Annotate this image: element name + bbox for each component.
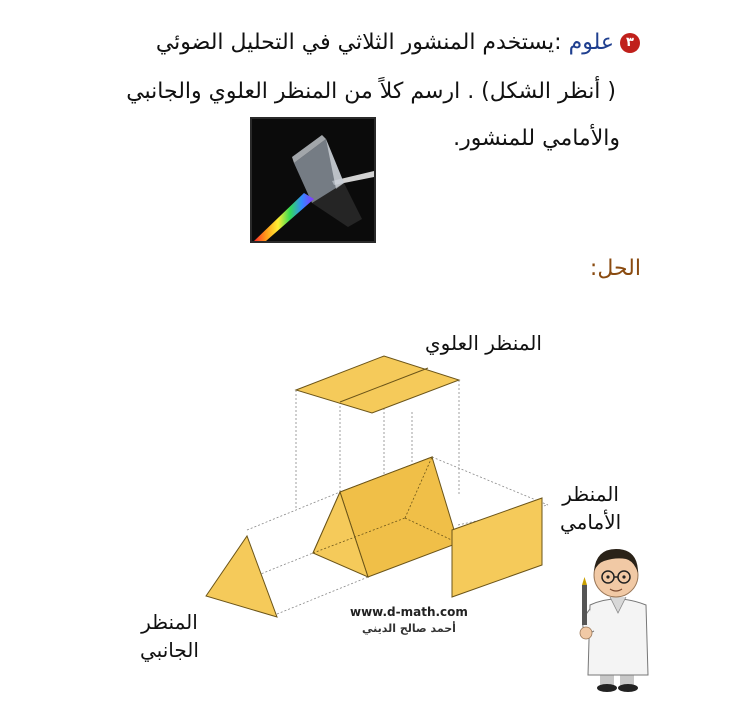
teacher-character [560, 535, 670, 695]
question-text-1: :يستخدم المنشور الثلاثي في التحليل الضوئي [155, 30, 562, 55]
question-number-badge: ٣ [620, 33, 640, 53]
side-view-label-line2: الجانبي [140, 638, 199, 662]
side-view [206, 536, 277, 617]
front-view-label [560, 480, 621, 536]
pen-icon [582, 585, 587, 625]
question-line-3: والأمامي للمنشور. [453, 126, 620, 151]
top-view-label: المنظر العلوي [425, 331, 542, 355]
watermark-site: www.d-math.com [350, 605, 468, 619]
question-line-2: ( أنظر الشكل) . ارسم كلاً من المنظر العلوي والجانبي [126, 79, 616, 104]
watermark-author: أحمد صالح الديني [362, 622, 456, 635]
front-view [452, 498, 542, 597]
top-view [296, 356, 459, 413]
prism-3d [313, 457, 458, 577]
side-view-label-line1: المنظر [141, 610, 198, 634]
front-view-label-line1: المنظر [562, 482, 619, 506]
solution-label: الحل: [589, 256, 641, 281]
question-subject: علوم [568, 30, 614, 55]
front-view-label-line2: الأمامي [560, 510, 622, 534]
side-view-label [140, 608, 199, 664]
